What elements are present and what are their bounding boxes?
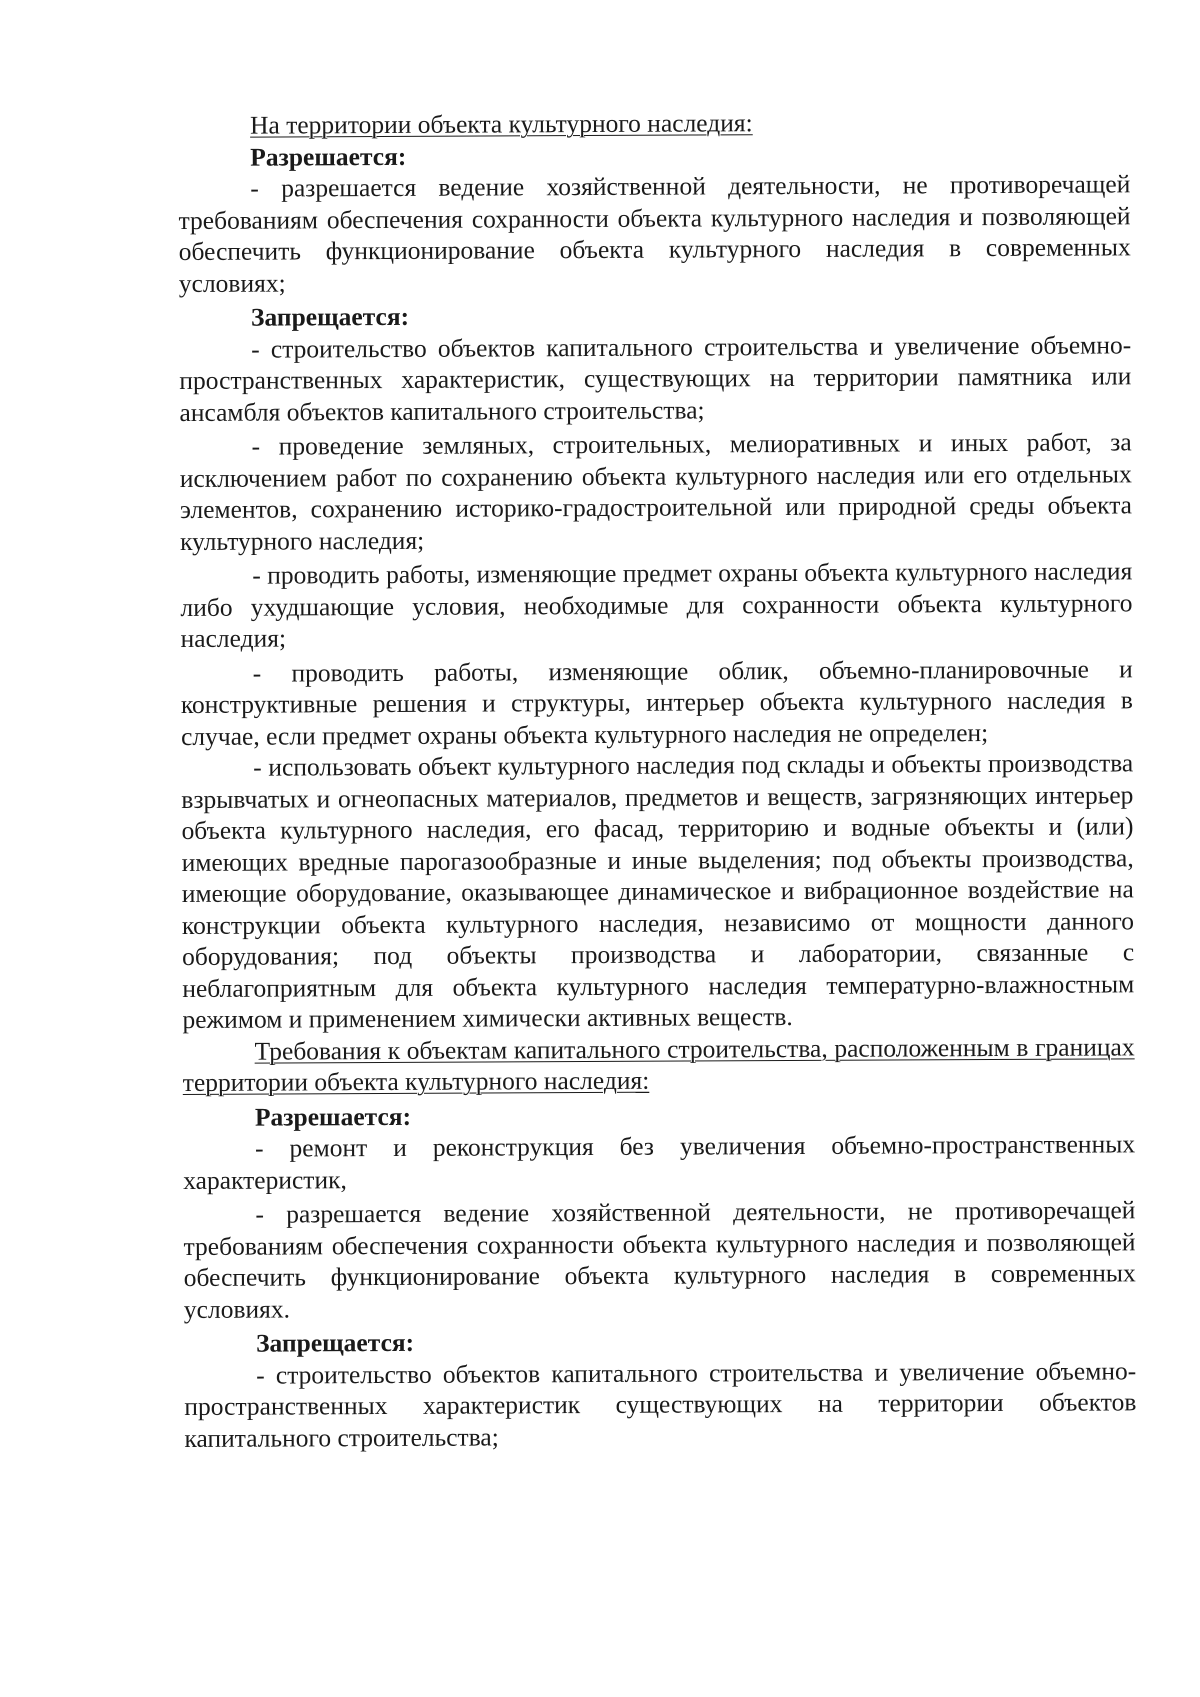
section-1-allowed-label: Разрешается: xyxy=(250,141,407,172)
section-1-forbidden-item-4: - проводить работы, изменяющие облик, объемно-планировочные и конструктивные решения и структуры, интерьер объекта культурного наследия в случае, если предмет охраны объекта культурного наследия не определен; xyxy=(180,653,1133,751)
section-1-forbidden-label: Запрещается: xyxy=(250,301,410,332)
section-2-allowed-item-1: - ремонт и реконструкция без увеличения объемно-пространственных характеристик, xyxy=(183,1129,1136,1195)
section-2-allowed-label: Разрешается: xyxy=(254,1101,412,1132)
section-1-forbidden-item-3: - проводить работы, изменяющие предмет охраны объекта культурного наследия либо ухудшающие условия, необходимые для сохранности объекта культурного наследия; xyxy=(180,556,1133,653)
section-2-heading: Требования к объектам капитального строительства, расположенным в границах территории объекта культурного наследия: xyxy=(182,1031,1135,1097)
section-1-forbidden-item-1: - строительство объектов капитального строительства и увеличение объемно-пространственных характеристик, существующих на территории памятника или ансамбля объектов капитального строительства; xyxy=(179,329,1132,427)
section-1-allowed-item-1: - разрешается ведение хозяйственной деятельности, не противоречащей требованиям обеспечения сохранности объекта культурного наследия и позволяющей обеспечить функционирование объекта культурного наследия в современных условиях; xyxy=(178,169,1131,298)
section-1-forbidden-item-5: - использовать объект культурного наследия под склады и объекты производства взрывчатых и огнеопасных материалов, предметов и веществ, загрязняющих интерьер объекта культурного наследия, его фасад, территорию и водные объекты и (или) имеющих вредные парогазообразные и иные выделения; под объекты производства, имеющие оборудование, оказывающее динамическое и вибрационное воздействие на конструкции объекта культурного наследия, независимо от мощности данного оборудования; под объекты производства и лаборатории, связанные с неблагоприятным для объекта культурного наследия температурно-влажностным режимом и применением химически активных веществ. xyxy=(181,748,1135,1034)
section-2-forbidden-item-1: - строительство объектов капитального строительства и увеличение объемно-пространственных характеристик существующих на территории объектов капитального строительства; xyxy=(184,1355,1137,1453)
section-2-forbidden-label: Запрещается: xyxy=(255,1327,415,1358)
document-body xyxy=(178,105,1137,1454)
section-1-heading: На территории объекта культурного наследия: xyxy=(250,108,753,140)
section-1-forbidden-item-2: - проведение земляных, строительных, мелиоративных и иных работ, за исключением работ по сохранению объекта культурного наследия или его отдельных элементов, сохранению историко-градостроительной или природной среды объекта культурного наследия; xyxy=(179,427,1133,556)
section-2-allowed-item-2: - разрешается ведение хозяйственной деятельности, не противоречащей требованиям обеспечения сохранности объекта культурного наследия и позволяющей обеспечить функционирование объекта культурного наследия в современных условиях. xyxy=(183,1195,1136,1324)
